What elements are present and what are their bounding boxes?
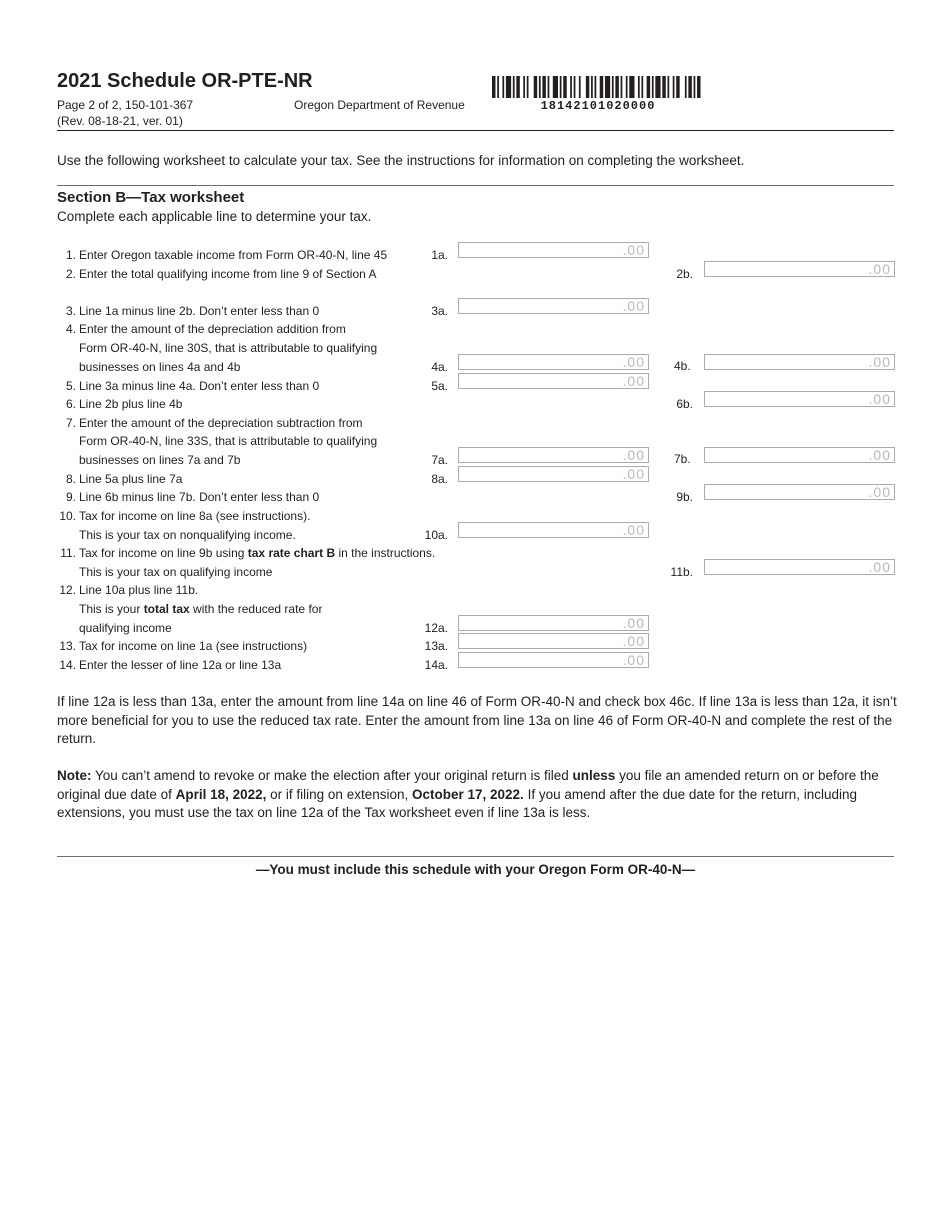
field-10a[interactable] bbox=[458, 522, 649, 538]
cents-placeholder: .00 bbox=[622, 615, 645, 631]
line-text: Form OR-40-N, line 33S, that is attributable to qualifying bbox=[79, 434, 378, 448]
barcode-bar bbox=[527, 76, 529, 98]
barcode-bar bbox=[548, 76, 550, 98]
header-rule bbox=[57, 130, 894, 131]
line-label: 3a. bbox=[431, 304, 448, 318]
line-text: Enter the amount of the depreciation subtraction from bbox=[79, 416, 363, 430]
line-label-7b: 7b. bbox=[674, 452, 691, 466]
line-text: Line 3a minus line 4a. Don’t enter less than 0 bbox=[79, 379, 320, 393]
barcode-bar bbox=[673, 76, 675, 98]
barcode-bar bbox=[615, 76, 618, 98]
line-number: 6. bbox=[65, 397, 76, 411]
barcode-bar bbox=[694, 76, 696, 98]
field-8a[interactable] bbox=[458, 466, 649, 482]
line-11-part2 bbox=[57, 563, 693, 581]
barcode-bar bbox=[513, 76, 515, 98]
revision: (Rev. 08-18-21, ver. 01) bbox=[57, 114, 183, 128]
line-text: Enter the lesser of line 12a or line 13a bbox=[79, 658, 282, 672]
barcode-bar bbox=[647, 76, 650, 98]
field-5a[interactable] bbox=[458, 373, 649, 389]
line-4-part1 bbox=[57, 320, 448, 338]
cents-placeholder: .00 bbox=[622, 522, 645, 538]
line-label: 10a. bbox=[424, 528, 448, 542]
barcode-bar bbox=[676, 76, 679, 98]
barcode-bar bbox=[626, 76, 628, 98]
barcode-bar bbox=[662, 76, 665, 98]
barcode-bar bbox=[560, 76, 562, 98]
department-name: Oregon Department of Revenue bbox=[294, 98, 465, 112]
line-10-part1 bbox=[57, 507, 448, 525]
line-text: businesses on lines 7a and 7b bbox=[79, 453, 241, 467]
cents-placeholder: .00 bbox=[622, 354, 645, 370]
line-label: 6b. bbox=[676, 397, 693, 411]
cents-placeholder: .00 bbox=[868, 354, 891, 370]
field-6b[interactable] bbox=[704, 391, 895, 407]
line-12-part1 bbox=[57, 581, 448, 599]
line-4-part3 bbox=[57, 358, 448, 376]
field-2b[interactable] bbox=[704, 261, 895, 277]
line-number: 5. bbox=[65, 379, 76, 393]
section-subtitle: Complete each applicable line to determine your tax. bbox=[57, 209, 372, 224]
line-12-part3 bbox=[57, 619, 448, 637]
field-1a[interactable] bbox=[458, 242, 649, 258]
barcode-bar bbox=[523, 76, 525, 98]
line-7-part1 bbox=[57, 414, 448, 432]
line-number: 12. bbox=[59, 583, 76, 597]
line-4-part2 bbox=[57, 339, 448, 357]
line-2 bbox=[57, 265, 693, 283]
section-rule bbox=[57, 185, 894, 186]
barcode-bar bbox=[668, 76, 670, 98]
cents-placeholder: .00 bbox=[622, 447, 645, 463]
cents-placeholder: .00 bbox=[622, 373, 645, 389]
barcode-bar bbox=[502, 76, 504, 98]
line-12-part2 bbox=[57, 600, 448, 618]
line-number: 11. bbox=[60, 546, 76, 560]
line-number: 7. bbox=[65, 416, 76, 430]
cents-placeholder: .00 bbox=[868, 261, 891, 277]
field-4a[interactable] bbox=[458, 354, 649, 370]
barcode-bar bbox=[591, 76, 593, 98]
line-label: 8a. bbox=[431, 472, 448, 486]
line-label: 7a. bbox=[431, 453, 448, 467]
cents-placeholder: .00 bbox=[622, 652, 645, 668]
line-13 bbox=[57, 637, 448, 655]
barcode-bar bbox=[595, 76, 597, 98]
barcode-bar bbox=[612, 76, 614, 98]
closing-paragraph: If line 12a is less than 13a, enter the amount from line 14a on line 46 of Form OR-40-N and check box 46c. If line 13a is less than 12a, it isn’t more beneficial for you to use the reduced tax rate. Enter the amount from line 13a on line 46 of Form OR-40-N and complete the rest of the return. bbox=[57, 694, 897, 746]
line-label: 5a. bbox=[431, 379, 448, 393]
line-text: Line 6b minus line 7b. Don’t enter less than 0 bbox=[79, 490, 320, 504]
barcode-bar bbox=[570, 76, 572, 98]
cents-placeholder: .00 bbox=[868, 447, 891, 463]
line-label: 4a. bbox=[431, 360, 448, 374]
field-12a[interactable] bbox=[458, 615, 649, 631]
line-number: 3. bbox=[65, 304, 76, 318]
intro-text: Use the following worksheet to calculate your tax. See the instructions for information on completing the worksheet. bbox=[57, 153, 745, 168]
line-text: This is your tax on qualifying income bbox=[79, 565, 273, 579]
line-label: 2b. bbox=[676, 267, 693, 281]
footer-rule bbox=[57, 856, 894, 857]
line-8 bbox=[57, 470, 448, 488]
barcode-bar bbox=[600, 76, 603, 98]
barcode-bar bbox=[697, 76, 700, 98]
barcode-bar bbox=[652, 76, 654, 98]
line-9 bbox=[57, 488, 693, 506]
barcode-bar bbox=[574, 76, 576, 98]
barcode-bar bbox=[506, 76, 511, 98]
line-number: 2. bbox=[65, 267, 76, 281]
field-7a[interactable] bbox=[458, 447, 649, 463]
line-label: 9b. bbox=[676, 490, 693, 504]
line-14 bbox=[57, 656, 448, 674]
line-text: Line 10a plus line 11b. bbox=[79, 583, 199, 597]
cents-placeholder: .00 bbox=[622, 242, 645, 258]
line-text: Tax for income on line 9b using tax rate chart B in the instructions. bbox=[79, 546, 436, 560]
barcode-bar bbox=[539, 76, 541, 98]
barcode-graphic bbox=[492, 76, 704, 98]
line-1 bbox=[57, 246, 448, 264]
barcode-bar bbox=[638, 76, 640, 98]
field-7b[interactable] bbox=[704, 447, 895, 463]
line-text: Tax for income on line 1a (see instructions) bbox=[79, 639, 308, 653]
line-label: 14a. bbox=[424, 658, 448, 672]
line-text: Enter Oregon taxable income from Form OR-40-N, line 45 bbox=[79, 248, 388, 262]
line-text: businesses on lines 4a and 4b bbox=[79, 360, 241, 374]
barcode-bar bbox=[542, 76, 545, 98]
field-3a[interactable] bbox=[458, 298, 649, 314]
line-text: Line 2b plus line 4b bbox=[79, 397, 183, 411]
line-label-4b: 4b. bbox=[674, 359, 691, 373]
cents-placeholder: .00 bbox=[622, 466, 645, 482]
barcode-bar bbox=[497, 76, 499, 98]
line-label: 1a. bbox=[431, 248, 448, 262]
cents-placeholder: .00 bbox=[868, 484, 891, 500]
line-6 bbox=[57, 395, 693, 413]
line-label: 11b. bbox=[670, 565, 693, 579]
line-label: 12a. bbox=[424, 621, 448, 635]
barcode-bar bbox=[553, 76, 558, 98]
barcode-bar bbox=[534, 76, 537, 98]
line-text: qualifying income bbox=[79, 621, 172, 635]
cents-placeholder: .00 bbox=[868, 559, 891, 575]
line-7-part2 bbox=[57, 432, 448, 450]
footer-instruction: —You must include this schedule with your Oregon Form OR-40-N— bbox=[255, 862, 696, 877]
barcode-bar bbox=[641, 76, 643, 98]
line-text: Form OR-40-N, line 30S, that is attributable to qualifying bbox=[79, 341, 378, 355]
line-7-part3 bbox=[57, 451, 448, 469]
line-number: 10. bbox=[59, 509, 76, 523]
barcode-bar bbox=[516, 76, 519, 98]
line-number: 8. bbox=[65, 472, 76, 486]
field-14a[interactable] bbox=[458, 652, 649, 668]
barcode-bar bbox=[563, 76, 566, 98]
line-number: 4. bbox=[65, 322, 76, 336]
line-text: Line 1a minus line 2b. Don’t enter less than 0 bbox=[79, 304, 320, 318]
barcode-bar bbox=[579, 76, 581, 98]
field-4b[interactable] bbox=[704, 354, 895, 370]
line-5 bbox=[57, 377, 448, 395]
cents-placeholder: .00 bbox=[622, 633, 645, 649]
page-info: Page 2 of 2, 150-101-367 bbox=[57, 98, 194, 112]
barcode-bar bbox=[492, 76, 495, 98]
barcode-bar bbox=[685, 76, 687, 98]
barcode-bar bbox=[586, 76, 589, 98]
cents-placeholder: .00 bbox=[868, 391, 891, 407]
line-10-part2 bbox=[57, 526, 448, 544]
note-paragraph: Note: You can’t amend to revoke or make the election after your original return is filed unless you file an amended return on or before the original due date of April 18, 2022, or if filing on extension, October 17, 2022. If you amend after the due date for the return, including extensions, you must use the tax on line 12a of the Tax worksheet even if line 13a is less. bbox=[57, 768, 879, 820]
line-number: 9. bbox=[65, 490, 76, 504]
barcode-bar bbox=[605, 76, 610, 98]
line-number: 1. bbox=[65, 248, 76, 262]
barcode-number: 18142101020000 bbox=[540, 99, 656, 113]
cents-placeholder: .00 bbox=[622, 298, 645, 314]
line-label: 13a. bbox=[424, 639, 448, 653]
field-9b[interactable] bbox=[704, 484, 895, 500]
line-text: This is your tax on nonqualifying income. bbox=[79, 528, 296, 542]
line-text: Tax for income on line 8a (see instructions). bbox=[79, 509, 311, 523]
line-11-part1 bbox=[57, 544, 693, 562]
line-text: Enter the amount of the depreciation addition from bbox=[79, 322, 346, 336]
line-text: This is your total tax with the reduced rate for bbox=[79, 602, 323, 616]
line-number: 14. bbox=[59, 658, 76, 672]
barcode-bar bbox=[688, 76, 691, 98]
line-3 bbox=[57, 302, 448, 320]
barcode-bar bbox=[655, 76, 660, 98]
line-text: Enter the total qualifying income from line 9 of Section A bbox=[79, 267, 377, 281]
section-title: Section B—Tax worksheet bbox=[57, 189, 245, 206]
field-11b[interactable] bbox=[704, 559, 895, 575]
form-title: 2021 Schedule OR-PTE-NR bbox=[57, 70, 313, 92]
field-13a[interactable] bbox=[458, 633, 649, 649]
line-text: Line 5a plus line 7a bbox=[79, 472, 183, 486]
barcode-bar bbox=[621, 76, 623, 98]
barcode-bar bbox=[629, 76, 634, 98]
line-number: 13. bbox=[59, 639, 76, 653]
